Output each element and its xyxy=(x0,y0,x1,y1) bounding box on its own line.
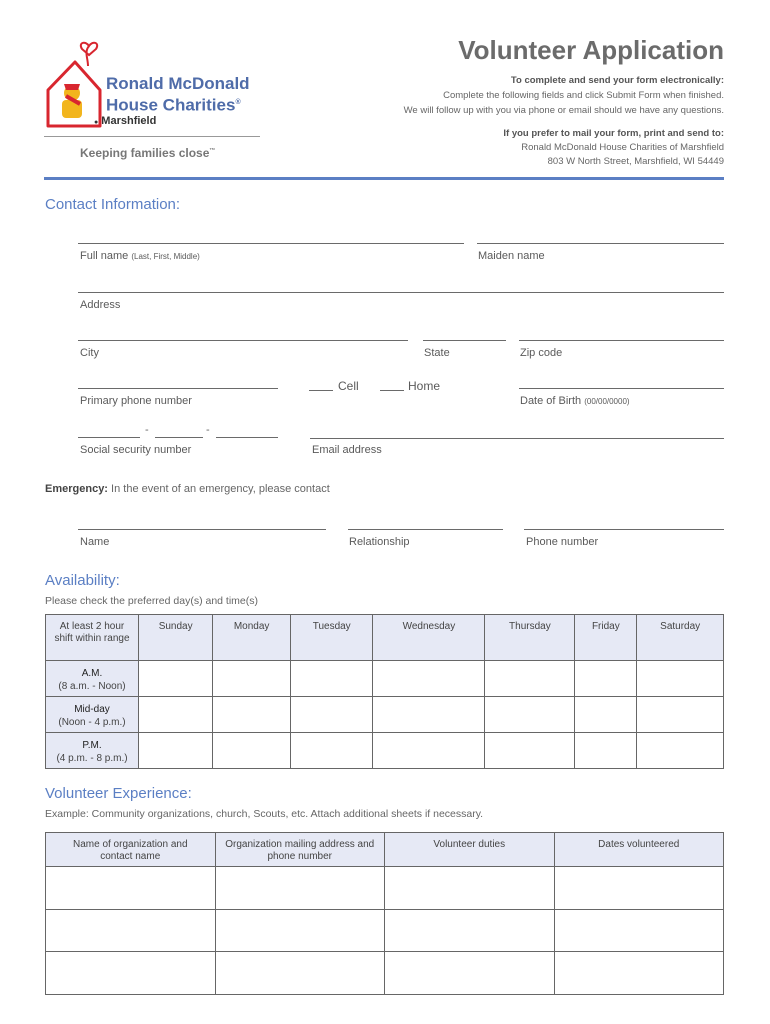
emergency-label: Emergency: xyxy=(45,483,108,495)
maiden-name-label: Maiden name xyxy=(478,250,545,262)
day-header: Friday xyxy=(575,615,637,661)
experience-cell[interactable] xyxy=(385,867,555,910)
emergency-name-label: Name xyxy=(80,536,110,548)
primary-phone-label: Primary phone number xyxy=(80,395,192,407)
full-name-label: Full name xyxy=(80,250,129,262)
mail-line2: 803 W North Street, Marshfield, WI 54449 xyxy=(547,156,724,167)
availability-checkbox-cell[interactable] xyxy=(213,661,291,697)
availability-checkbox-cell[interactable] xyxy=(373,661,485,697)
address-label: Address xyxy=(80,299,121,311)
availability-checkbox-cell[interactable] xyxy=(139,697,213,733)
logo-line1: Ronald McDonald xyxy=(106,74,250,93)
city-field[interactable] xyxy=(78,340,408,341)
day-header: Monday xyxy=(213,615,291,661)
electronic-line2: We will follow up with you via phone or email should we have any questions. xyxy=(403,105,724,116)
home-checkbox[interactable] xyxy=(380,390,404,391)
address-field[interactable] xyxy=(78,292,724,293)
experience-cell[interactable] xyxy=(385,952,555,995)
full-name-hint: (Last, First, Middle) xyxy=(131,252,200,261)
availability-checkbox-cell[interactable] xyxy=(637,661,724,697)
availability-checkbox-cell[interactable] xyxy=(637,697,724,733)
experience-cell[interactable] xyxy=(46,910,216,952)
experience-table xyxy=(45,832,724,995)
experience-cell[interactable] xyxy=(215,952,385,995)
experience-col-header: Volunteer duties xyxy=(385,833,555,867)
electronic-line1: Complete the following fields and click Submit Form when finished. xyxy=(443,90,724,101)
electronic-heading: To complete and send your form electronically: xyxy=(510,75,724,86)
experience-cell[interactable] xyxy=(46,952,216,995)
availability-checkbox-cell[interactable] xyxy=(139,733,213,769)
email-field[interactable] xyxy=(310,438,724,439)
email-label: Email address xyxy=(312,444,382,456)
experience-col-header: Dates volunteered xyxy=(554,833,724,867)
row-label: P.M. xyxy=(82,740,102,751)
emergency-phone-field[interactable] xyxy=(524,529,724,530)
availability-row-header xyxy=(46,697,139,733)
mail-line1: Ronald McDonald House Charities of Marshfield xyxy=(521,142,724,153)
dob-label: Date of Birth xyxy=(520,395,582,407)
availability-checkbox-cell[interactable] xyxy=(290,661,372,697)
state-label: State xyxy=(424,347,450,359)
zip-field[interactable] xyxy=(519,340,724,341)
full-name-field[interactable] xyxy=(78,243,464,244)
ssn-part2-field[interactable] xyxy=(155,437,203,438)
availability-checkbox-cell[interactable] xyxy=(575,697,637,733)
availability-row-header xyxy=(46,661,139,697)
row-range: (4 p.m. - 8 p.m.) xyxy=(56,753,128,764)
experience-cell[interactable] xyxy=(215,910,385,952)
availability-section-title: Availability: xyxy=(45,572,120,589)
experience-cell[interactable] xyxy=(554,910,724,952)
row-range: (8 a.m. - Noon) xyxy=(58,681,126,692)
availability-checkbox-cell[interactable] xyxy=(485,697,575,733)
emergency-name-field[interactable] xyxy=(78,529,326,530)
logo-reg: ® xyxy=(235,99,241,106)
experience-cell[interactable] xyxy=(215,867,385,910)
availability-checkbox-cell[interactable] xyxy=(139,661,213,697)
availability-checkbox-cell[interactable] xyxy=(290,733,372,769)
availability-checkbox-cell[interactable] xyxy=(373,733,485,769)
availability-checkbox-cell[interactable] xyxy=(373,697,485,733)
day-header: Sunday xyxy=(139,615,213,661)
rmhc-logo: Ronald McDonald House Charities® ● Marshfield xyxy=(44,38,264,138)
row-label: A.M. xyxy=(81,668,103,679)
day-header: Wednesday xyxy=(373,615,485,661)
availability-checkbox-cell[interactable] xyxy=(637,733,724,769)
experience-col-header: Organization mailing address and phone number xyxy=(215,833,385,867)
row-label: Mid-day xyxy=(74,704,110,715)
experience-section-title: Volunteer Experience: xyxy=(45,785,192,802)
tagline: Keeping families close xyxy=(80,146,210,160)
day-header: Thursday xyxy=(485,615,575,661)
cell-label: Cell xyxy=(338,379,359,393)
day-header: Saturday xyxy=(637,615,724,661)
state-field[interactable] xyxy=(423,340,506,341)
experience-cell[interactable] xyxy=(554,867,724,910)
header-divider xyxy=(44,177,724,180)
ssn-part3-field[interactable] xyxy=(216,437,278,438)
zip-label: Zip code xyxy=(520,347,563,359)
availability-table xyxy=(45,614,724,769)
day-header: Tuesday xyxy=(290,615,372,661)
availability-checkbox-cell[interactable] xyxy=(575,733,637,769)
primary-phone-field[interactable] xyxy=(78,388,278,389)
maiden-name-field[interactable] xyxy=(477,243,724,244)
contact-section-title: Contact Information: xyxy=(45,196,181,213)
experience-cell[interactable] xyxy=(385,910,555,952)
cell-checkbox[interactable] xyxy=(309,390,333,391)
emergency-text: In the event of an emergency, please contact xyxy=(111,483,330,495)
logo-location: Marshfield xyxy=(101,115,157,127)
emergency-relationship-field[interactable] xyxy=(348,529,503,530)
emergency-relationship-label: Relationship xyxy=(349,536,410,548)
logo-line2: House Charities xyxy=(106,95,236,115)
availability-corner-header: At least 2 hour shift within range xyxy=(46,615,139,661)
availability-checkbox-cell[interactable] xyxy=(290,697,372,733)
availability-checkbox-cell[interactable] xyxy=(213,697,291,733)
page-title: Volunteer Application xyxy=(458,35,724,65)
availability-checkbox-cell[interactable] xyxy=(485,661,575,697)
city-label: City xyxy=(80,347,99,359)
availability-checkbox-cell[interactable] xyxy=(213,733,291,769)
experience-cell[interactable] xyxy=(554,952,724,995)
ssn-part1-field[interactable] xyxy=(78,437,140,438)
dob-hint: (00/00/0000) xyxy=(584,397,630,406)
availability-row-header xyxy=(46,733,139,769)
experience-instructions: Example: Community organizations, church, Scouts, etc. Attach additional sheets if necessary. xyxy=(45,808,484,820)
experience-cell[interactable] xyxy=(46,867,216,910)
tagline-tm: ™ xyxy=(209,148,216,154)
home-label: Home xyxy=(408,379,441,393)
ssn-label: Social security number xyxy=(80,444,192,456)
emergency-phone-label: Phone number xyxy=(526,536,599,548)
dob-field[interactable] xyxy=(519,388,724,389)
availability-checkbox-cell[interactable] xyxy=(485,733,575,769)
availability-checkbox-cell[interactable] xyxy=(575,661,637,697)
experience-col-header: Name of organization and contact name xyxy=(46,833,216,867)
row-range: (Noon - 4 p.m.) xyxy=(58,717,126,728)
availability-instructions: Please check the preferred day(s) and time(s) xyxy=(45,595,259,607)
mail-heading: If you prefer to mail your form, print and send to: xyxy=(503,128,724,139)
